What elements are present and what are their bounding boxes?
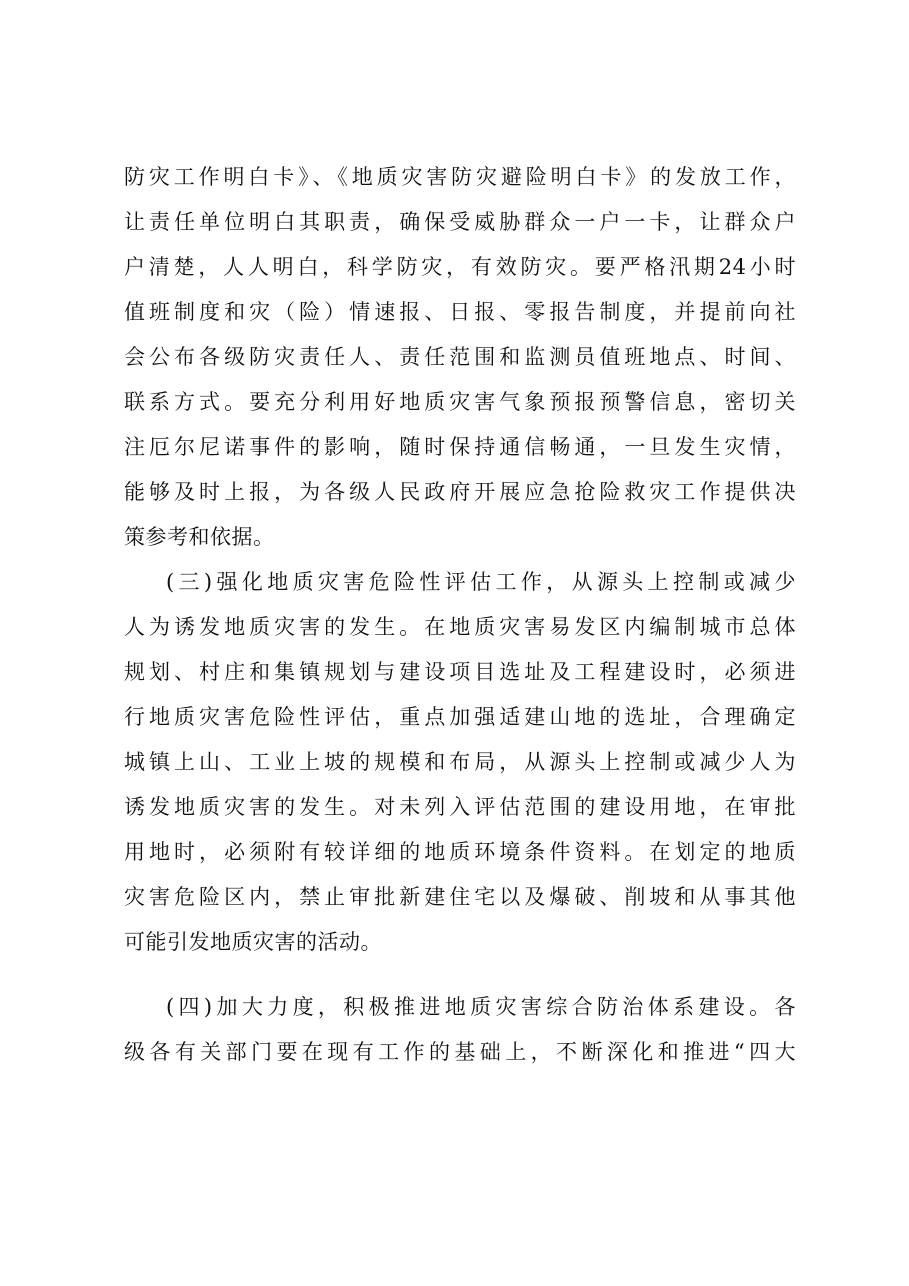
text-line-15: 诱发地质灾害的发生。对未列入评估范围的建设用地，在审批 — [124, 795, 796, 819]
text-line-3: 户清楚，人人明白，科学防灾，有效防灾。要严格汛期24小时 — [124, 255, 796, 279]
text-line-2: 让责任单位明白其职责，确保受威胁群众一户一卡，让群众户 — [124, 210, 796, 234]
text-line-12: 规划、村庄和集镇规划与建设项目选址及工程建设时，必须进 — [124, 660, 796, 684]
text-line-5: 会公布各级防灾责任人、责任范围和监测员值班地点、时间、 — [124, 345, 796, 369]
text-line-20: 级各有关部门要在现有工作的基础上，不断深化和推进“四大 — [124, 1040, 796, 1064]
text-line-19: (四)加大力度，积极推进地质灾害综合防治体系建设。各 — [166, 995, 796, 1019]
text-line-7: 注厄尔尼诺事件的影响，随时保持通信畅通，一旦发生灾情， — [124, 435, 796, 459]
text-line-18: 可能引发地质灾害的活动。 — [124, 930, 382, 954]
text-line-17: 灾害危险区内，禁止审批新建住宅以及爆破、削坡和从事其他 — [124, 885, 796, 909]
text-line-10: (三)强化地质灾害危险性评估工作，从源头上控制或减少 — [166, 570, 796, 594]
text-line-9: 策参考和依据。 — [124, 525, 275, 549]
text-line-11: 人为诱发地质灾害的发生。在地质灾害易发区内编制城市总体 — [124, 615, 796, 639]
text-line-8: 能够及时上报，为各级人民政府开展应急抢险救灾工作提供决 — [124, 480, 796, 504]
text-line-4: 值班制度和灾（险）情速报、日报、零报告制度，并提前向社 — [124, 300, 796, 324]
text-line-6: 联系方式。要充分利用好地质灾害气象预报预警信息，密切关 — [124, 390, 796, 414]
text-line-13: 行地质灾害危险性评估，重点加强适建山地的选址，合理确定 — [124, 705, 796, 729]
text-line-14: 城镇上山、工业上坡的规模和布局，从源头上控制或减少人为 — [124, 750, 796, 774]
text-line-16: 用地时，必须附有较详细的地质环境条件资料。在划定的地质 — [124, 840, 796, 864]
text-line-1: 防灾工作明白卡》、《地质灾害防灾避险明白卡》的发放工作， — [124, 165, 796, 189]
